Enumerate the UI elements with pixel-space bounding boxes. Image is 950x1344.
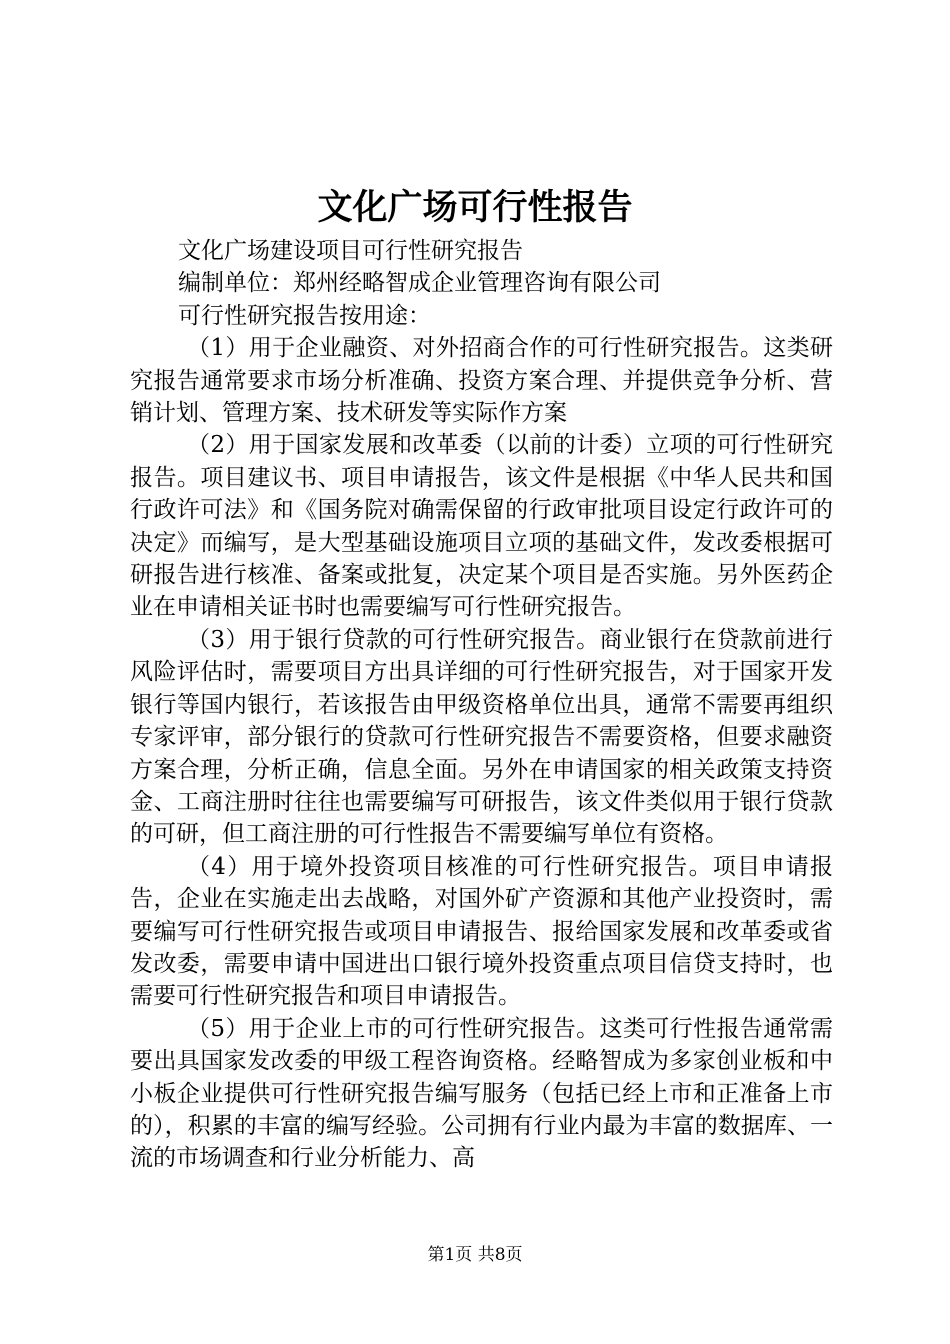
intro-line-compiler: 编制单位：郑州经略智成企业管理咨询有限公司	[178, 270, 661, 297]
paragraph-usage-1: （1）用于企业融资、对外招商合作的可行性研究报告。这类研究报告通常要求市场分析准确、投资方案合理、并提供竞争分析、营销计划、管理方案、技术研发等实际作方案	[130, 335, 833, 427]
paragraph-usage-5: （5）用于企业上市的可行性研究报告。这类可行性报告通常需要出具国家发改委的甲级工程咨询资格。经略智成为多家创业板和中小板企业提供可行性研究报告编写服务（包括已经上市和正准备上市的），积累的丰富的编写经验。公司拥有行业内最为丰富的数据库、一流的市场调查和行业分析能力、高	[130, 1015, 833, 1172]
intro-line-project-title: 文化广场建设项目可行性研究报告	[178, 238, 523, 264]
document-body	[130, 235, 833, 1175]
paragraph-usage-2: （2）用于国家发展和改革委（以前的计委）立项的可行性研究报告。项目建议书、项目申请报告，该文件是根据《中华人民共和国行政许可法》和《国务院对确需保留的行政审批项目设定行政许可的决定》而编写，是大型基础设施项目立项的基础文件，发改委根据可研报告进行核准、备案或批复，决定某个项目是否实施。另外医药企业在申请相关证书时也需要编写可行性研究报告。	[130, 432, 833, 621]
paragraph-usage-3: （3）用于银行贷款的可行性研究报告。商业银行在贷款前进行风险评估时，需要项目方出具详细的可行性研究报告，对于国家开发银行等国内银行，若该报告由甲级资格单位出具，通常不需要再组织专家评审，部分银行的贷款可行性研究报告不需要资格，但要求融资方案合理，分析正确，信息全面。另外在申请国家的相关政策支持资金、工商注册时往往也需要编写可研报告，该文件类似用于银行贷款的可研，但工商注册的可行性报告不需要编写单位有资格。	[130, 626, 833, 848]
page-footer: 第1页 共8页	[427, 1245, 523, 1265]
intro-line-usage-heading: 可行性研究报告按用途：	[178, 302, 431, 329]
document-title: 文化广场可行性报告	[317, 187, 633, 228]
paragraph-usage-4: （4）用于境外投资项目核准的可行性研究报告。项目申请报告，企业在实施走出去战略，对国外矿产资源和其他产业投资时，需要编写可行性研究报告或项目申请报告、报给国家发展和改革委或省发改委，需要申请中国进出口银行境外投资重点项目信贷支持时，也需要可行性研究报告和项目申请报告。	[130, 853, 833, 1010]
